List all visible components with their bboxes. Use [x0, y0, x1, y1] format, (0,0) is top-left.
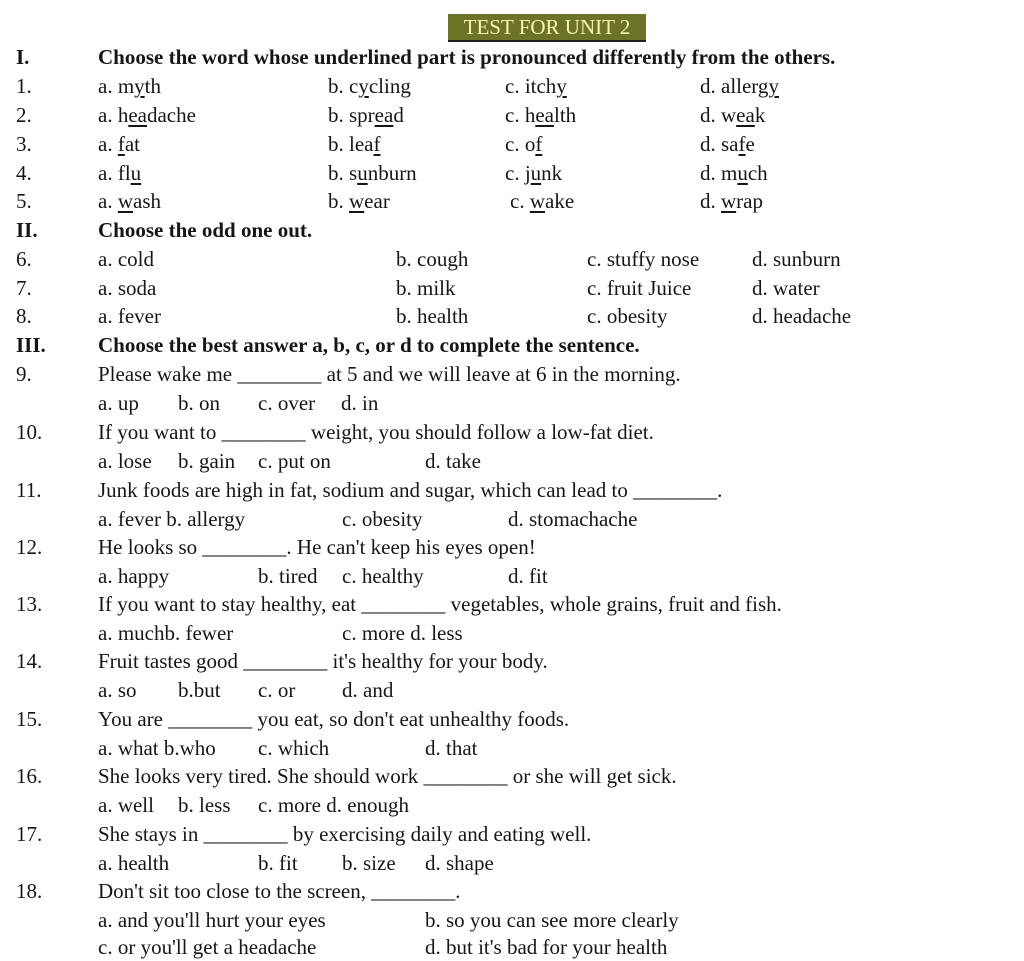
answer-option: b. health — [396, 304, 469, 328]
question-number: 6. — [16, 247, 32, 271]
answer-option: a. happy — [98, 564, 170, 588]
section-1-heading: Choose the word whose underlined part is pronounced differently from the others. — [98, 45, 836, 69]
option-prefix: a. m — [98, 74, 135, 98]
question-text-start: Fruit tastes good — [98, 649, 244, 673]
answer-option: a. muchb. fewer — [98, 621, 234, 645]
underlined-sound: y — [358, 74, 369, 98]
question-number: 16. — [16, 764, 43, 788]
answer-blank: ________ — [423, 764, 508, 788]
option-prefix: c. itch — [505, 74, 557, 98]
option-suffix: at — [124, 132, 140, 156]
question-number: 2. — [16, 103, 32, 127]
underlined-sound: ea — [128, 103, 147, 127]
option-suffix: k — [754, 103, 766, 127]
question-number: 12. — [16, 535, 43, 559]
option-suffix: nburn — [367, 161, 417, 185]
question-text-start: She stays in — [98, 822, 204, 846]
answer-option: c. over — [258, 391, 316, 415]
answer-option: d. in — [341, 391, 379, 415]
option-suffix: dache — [146, 103, 196, 127]
question-text-end: weight, you should follow a low-fat diet. — [305, 420, 654, 444]
option-prefix: d. — [700, 189, 721, 213]
question-text — [98, 879, 460, 903]
answer-option: b. fit — [258, 851, 298, 875]
question-text-start: She looks very tired. She should work — [98, 764, 424, 788]
option-prefix: b. lea — [328, 132, 374, 156]
answer-option: a. cold — [98, 247, 154, 271]
answer-blank: ________ — [371, 879, 456, 903]
answer-blank: ________ — [633, 478, 718, 502]
answer-option: c. or you'll get a headache — [98, 935, 317, 959]
option-prefix: d. m — [700, 161, 738, 185]
question-number: 4. — [16, 161, 32, 185]
option-prefix: b. c — [328, 74, 359, 98]
option-prefix: b. — [328, 189, 349, 213]
question-text — [98, 420, 654, 444]
question-number: 9. — [16, 362, 32, 386]
answer-option: d. but it's bad for your health — [425, 935, 668, 959]
question-text-end: or she will get sick. — [507, 764, 677, 788]
option-prefix: a. — [98, 189, 118, 213]
answer-option — [505, 132, 542, 156]
answer-option: c. obesity — [342, 507, 423, 531]
question-number: 10. — [16, 420, 43, 444]
answer-option: a. so — [98, 678, 137, 702]
answer-option — [98, 132, 140, 156]
question-text-start: If you want to stay healthy, eat — [98, 592, 362, 616]
answer-option — [328, 132, 380, 156]
option-suffix: th — [144, 74, 161, 98]
answer-option: c. stuffy nose — [587, 247, 700, 271]
answer-option: b. cough — [396, 247, 469, 271]
question-text — [98, 478, 722, 502]
answer-option — [700, 74, 779, 98]
question-text-start: He looks so — [98, 535, 203, 559]
answer-option: b.but — [178, 678, 221, 702]
answer-option: d. stomachache — [508, 507, 638, 531]
question-number: 5. — [16, 189, 32, 213]
option-suffix: ake — [545, 189, 575, 213]
option-suffix: ch — [747, 161, 768, 185]
underlined-sound: u — [130, 161, 142, 185]
option-prefix: a. fl — [98, 161, 131, 185]
question-text-end: by exercising daily and eating well. — [287, 822, 592, 846]
answer-blank: ________ — [203, 822, 288, 846]
answer-option: d. water — [752, 276, 820, 300]
option-prefix: a. h — [98, 103, 129, 127]
question-number: 7. — [16, 276, 32, 300]
option-prefix: c. o — [505, 132, 536, 156]
answer-option: b. size — [342, 851, 396, 875]
answer-option: a. lose — [98, 449, 152, 473]
answer-option: b. on — [178, 391, 220, 415]
answer-option: b. milk — [396, 276, 456, 300]
answer-option — [328, 189, 390, 213]
option-prefix: c. — [510, 189, 530, 213]
answer-option: c. put on — [258, 449, 331, 473]
section-1-number: I. — [16, 45, 30, 69]
answer-option — [700, 189, 763, 213]
section-2-heading: Choose the odd one out. — [98, 218, 313, 242]
section-2-number: II. — [16, 218, 38, 242]
question-text-start: Junk foods are high in fat, sodium and sugar, which can lead to — [98, 478, 634, 502]
question-text — [98, 592, 782, 616]
underlined-sound: ea — [736, 103, 755, 127]
answer-option: a. well — [98, 793, 154, 817]
answer-blank: ________ — [361, 592, 446, 616]
answer-option: a. what b.who — [98, 736, 216, 760]
test-title: TEST FOR UNIT 2 — [448, 14, 646, 42]
question-number: 8. — [16, 304, 32, 328]
underlined-sound: w — [529, 189, 545, 213]
underlined-sound: w — [721, 189, 737, 213]
question-text-start: If you want to — [98, 420, 222, 444]
answer-option: d. that — [425, 736, 478, 760]
question-text-end: . — [717, 478, 723, 502]
answer-option — [98, 103, 196, 127]
question-text — [98, 362, 681, 386]
question-text-start: Don't sit too close to the screen, — [98, 879, 372, 903]
answer-option: c. healthy — [342, 564, 424, 588]
answer-blank: ________ — [221, 420, 306, 444]
option-prefix: d. sa — [700, 132, 739, 156]
answer-option — [700, 132, 755, 156]
question-text-end: . — [455, 879, 461, 903]
answer-option: a. up — [98, 391, 139, 415]
section-3-heading: Choose the best answer a, b, c, or d to complete the sentence. — [98, 333, 640, 357]
question-text-end: . He can't keep his eyes open! — [286, 535, 536, 559]
answer-option: c. which — [258, 736, 330, 760]
option-suffix: d — [393, 103, 404, 127]
answer-option — [505, 161, 562, 185]
option-prefix: d. w — [700, 103, 737, 127]
option-prefix: a. — [98, 132, 118, 156]
section-3-number: III. — [16, 333, 46, 357]
question-text-end: vegetables, whole grains, fruit and fish. — [445, 592, 782, 616]
answer-option — [700, 161, 768, 185]
answer-option — [328, 74, 411, 98]
option-prefix: d. allerg — [700, 74, 769, 98]
option-suffix: ear — [364, 189, 390, 213]
question-number: 17. — [16, 822, 43, 846]
answer-option: a. and you'll hurt your eyes — [98, 908, 326, 932]
answer-option: b. tired — [258, 564, 318, 588]
answer-option: c. more d. enough — [258, 793, 410, 817]
answer-option: c. or — [258, 678, 296, 702]
answer-option: b. less — [178, 793, 231, 817]
question-text-start: You are — [98, 707, 169, 731]
option-prefix: b. s — [328, 161, 358, 185]
answer-option — [98, 189, 161, 213]
answer-blank: ________ — [202, 535, 287, 559]
underlined-sound: w — [117, 189, 133, 213]
underlined-sound: f — [738, 132, 746, 156]
answer-option: d. and — [342, 678, 394, 702]
option-prefix: c. j — [505, 161, 531, 185]
answer-option: a. fever — [98, 304, 161, 328]
underlined-sound: u — [357, 161, 368, 185]
answer-option — [700, 103, 765, 127]
question-number: 3. — [16, 132, 32, 156]
question-number: 14. — [16, 649, 43, 673]
answer-option: b. gain — [178, 449, 236, 473]
answer-option: d. fit — [508, 564, 548, 588]
underlined-sound: u — [737, 161, 748, 185]
answer-option: d. take — [425, 449, 481, 473]
answer-option — [328, 103, 404, 127]
underlined-sound: f — [373, 132, 381, 156]
answer-blank: ________ — [237, 362, 322, 386]
underlined-sound: ea — [374, 103, 394, 127]
answer-blank: ________ — [168, 707, 253, 731]
option-suffix: ash — [133, 189, 161, 213]
answer-option: a. fever b. allergy — [98, 507, 246, 531]
question-text — [98, 764, 677, 788]
question-text-end: it's healthy for your body. — [327, 649, 548, 673]
answer-option: d. sunburn — [752, 247, 841, 271]
question-text-end: at 5 and we will leave at 6 in the morning. — [321, 362, 681, 386]
underlined-sound: f — [117, 132, 125, 156]
answer-option — [505, 103, 576, 127]
option-suffix: e — [745, 132, 755, 156]
option-suffix: rap — [736, 189, 763, 213]
underlined-sound: u — [530, 161, 542, 185]
underlined-sound: w — [349, 189, 365, 213]
option-suffix: lth — [553, 103, 577, 127]
answer-option — [328, 161, 417, 185]
underlined-sound: y — [556, 74, 567, 98]
option-suffix: nk — [541, 161, 563, 185]
answer-blank: ________ — [243, 649, 328, 673]
answer-option: d. headache — [752, 304, 852, 328]
option-prefix: c. h — [505, 103, 536, 127]
underlined-sound: f — [535, 132, 543, 156]
question-number: 11. — [16, 478, 42, 502]
question-text — [98, 535, 536, 559]
answer-option: a. soda — [98, 276, 157, 300]
answer-option: c. fruit Juice — [587, 276, 692, 300]
question-number: 1. — [16, 74, 32, 98]
underlined-sound: ea — [535, 103, 554, 127]
question-number: 18. — [16, 879, 43, 903]
question-text — [98, 649, 548, 673]
question-text — [98, 707, 569, 731]
answer-option — [98, 74, 161, 98]
question-number: 15. — [16, 707, 43, 731]
answer-option: c. more d. less — [342, 621, 463, 645]
answer-option: a. health — [98, 851, 170, 875]
answer-option — [98, 161, 141, 185]
answer-option: c. obesity — [587, 304, 668, 328]
answer-option: d. shape — [425, 851, 494, 875]
question-text-end: you eat, so don't eat unhealthy foods. — [252, 707, 570, 731]
answer-option — [510, 189, 574, 213]
question-text-start: Please wake me — [98, 362, 238, 386]
option-suffix: cling — [368, 74, 411, 98]
option-prefix: b. spr — [328, 103, 375, 127]
question-text — [98, 822, 591, 846]
answer-option — [505, 74, 567, 98]
answer-option: b. so you can see more clearly — [425, 908, 679, 932]
question-number: 13. — [16, 592, 43, 616]
underlined-sound: y — [134, 74, 145, 98]
underlined-sound: y — [768, 74, 779, 98]
